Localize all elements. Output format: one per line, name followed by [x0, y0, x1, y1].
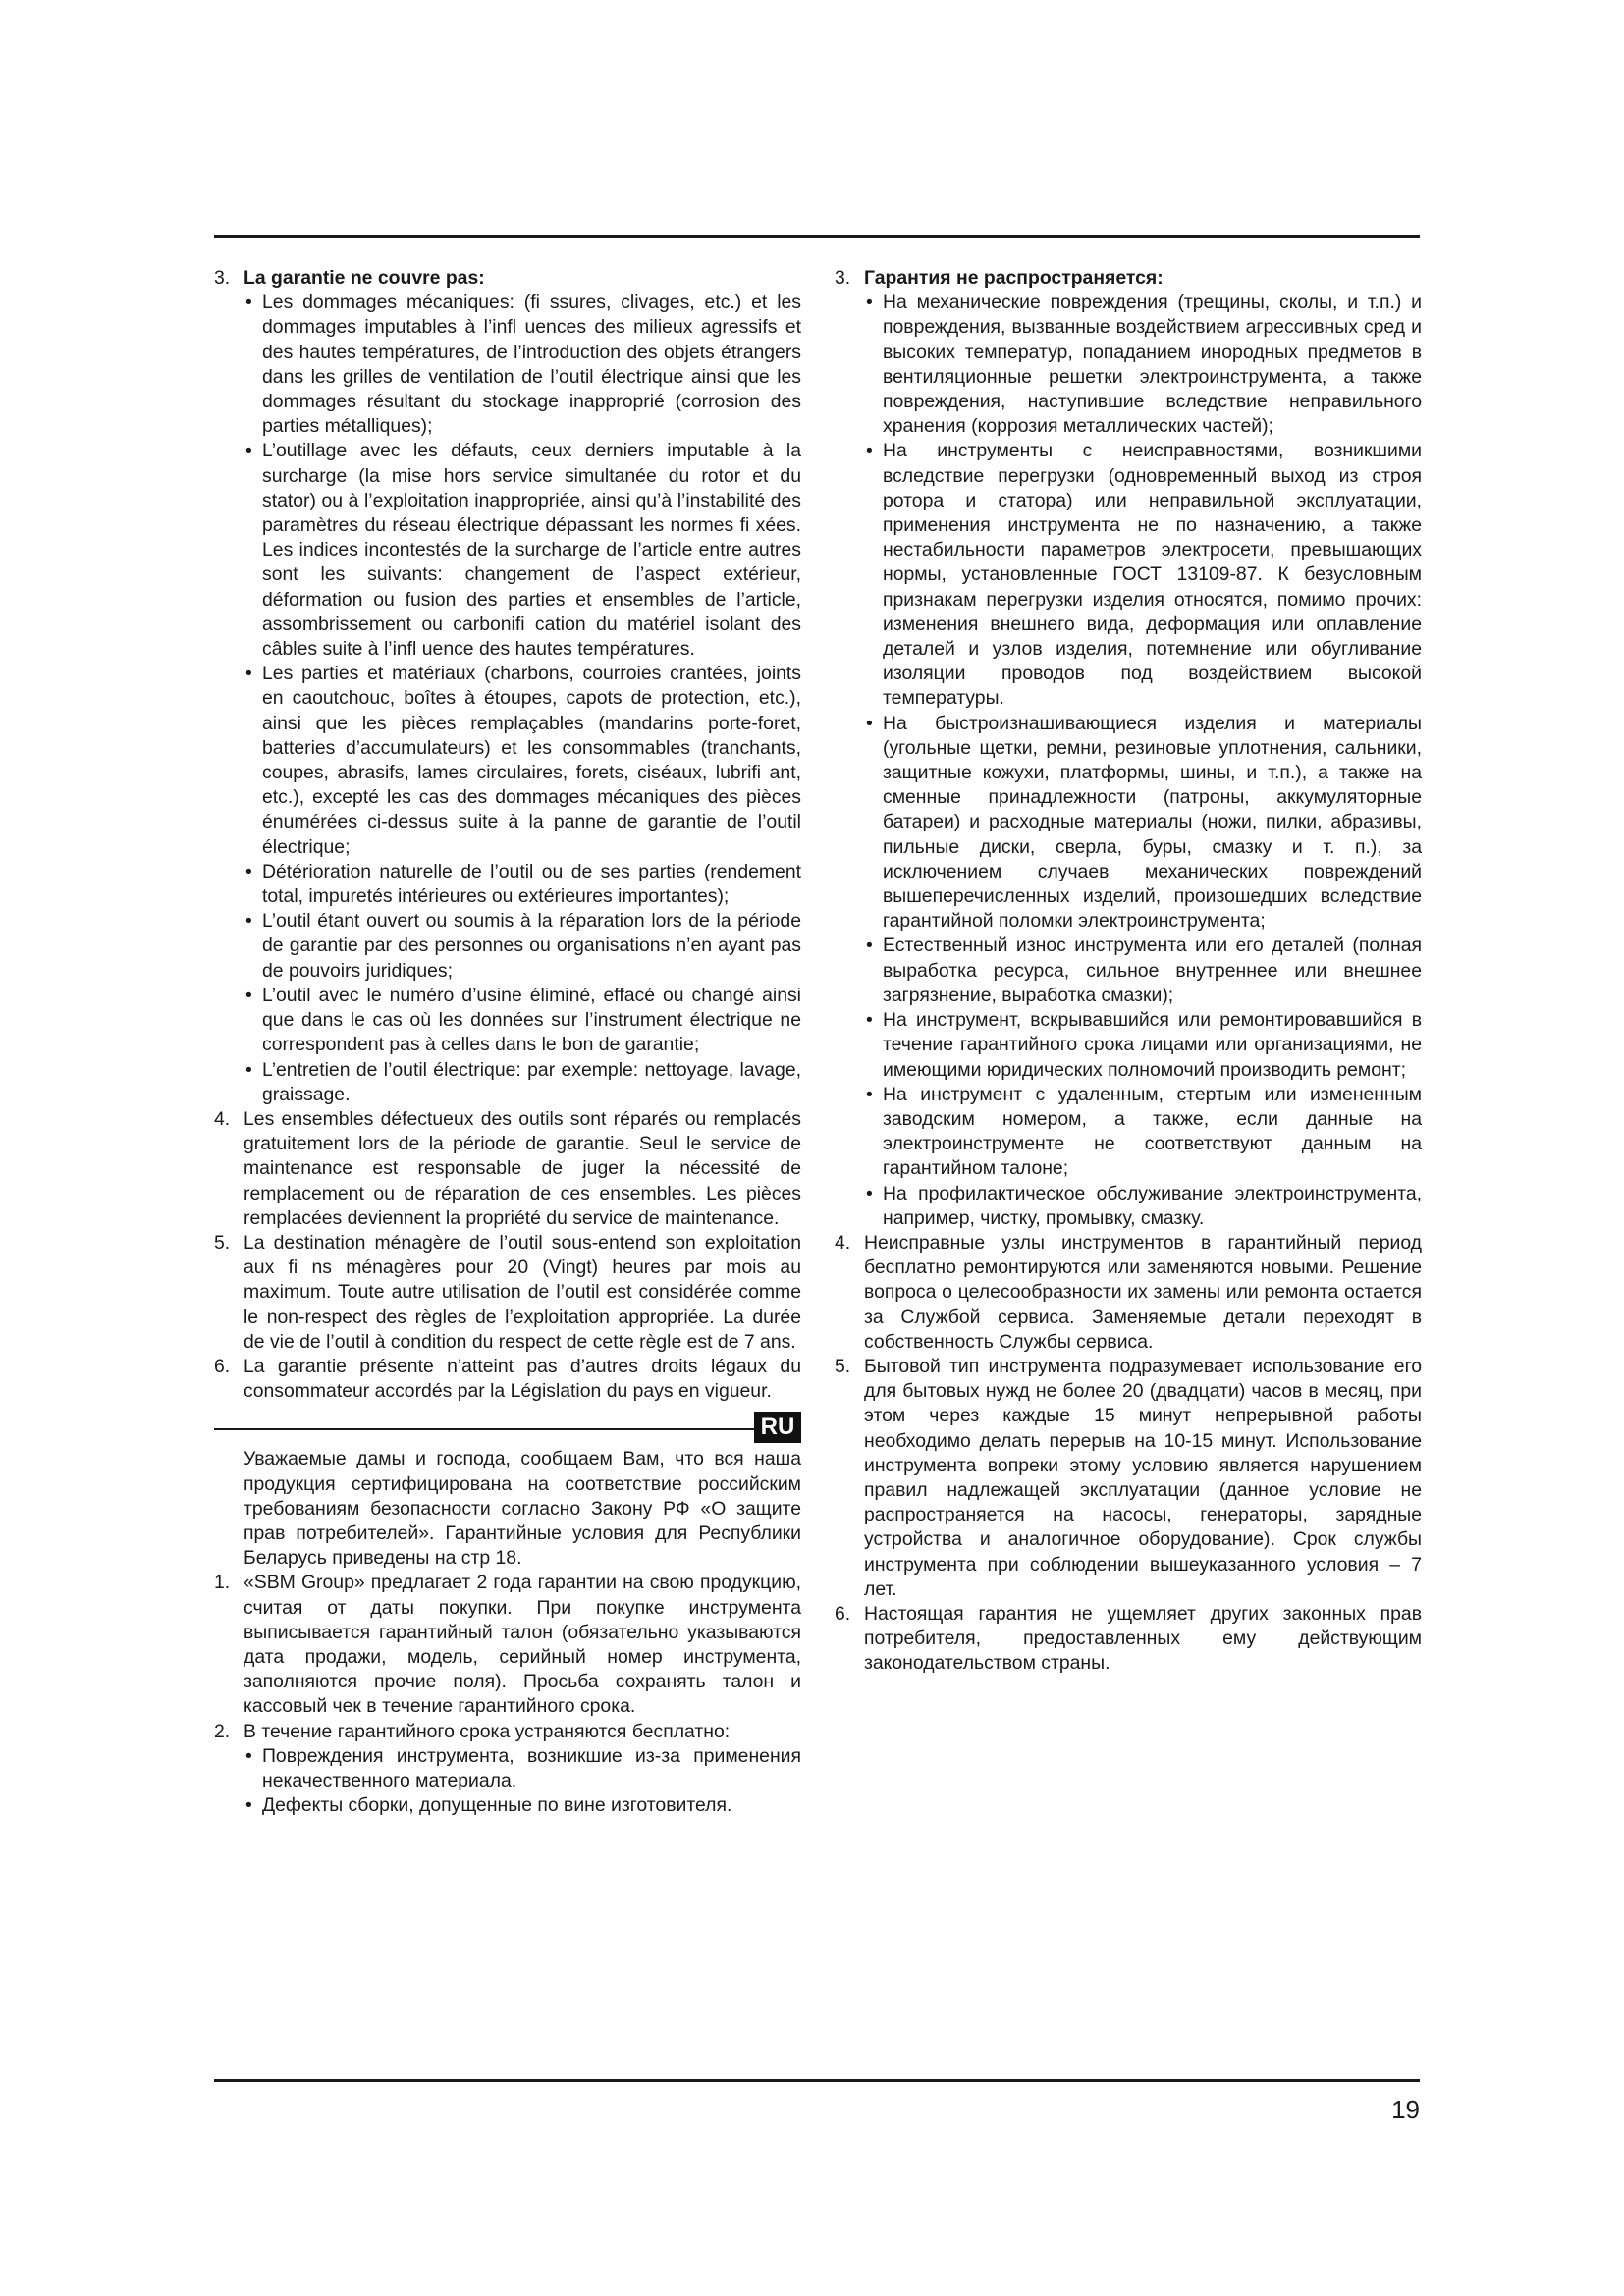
item-number: 3.: [214, 267, 231, 289]
item-number: 3.: [835, 267, 851, 289]
ru-item-3: [835, 266, 1422, 1231]
list-item: • На профилактическое обслуживание электроинструмента, например, чистку, промывку, смазку.: [864, 1182, 1422, 1231]
list-item: • На инструмент, вскрывавшийся или ремонтировавшийся в течение гарантийного срока лицами или организациями, не имеющими юридических полномочий производить ремонт;: [864, 1008, 1422, 1083]
item-number: 4.: [835, 1231, 851, 1254]
list-item: • L’entretien de l’outil électrique: par exemple: nettoyage, lavage, graissage.: [244, 1058, 801, 1107]
fr-item-3-list: [244, 291, 801, 1107]
item-number: 5.: [835, 1355, 851, 1377]
ru-item-5-text: Бытовой тип инструмента подразумевает использование его для бытовых нужд не более 20 (двадцати) часов в месяц, при этом через каждые 15 минут непрерывной работы необходимо делать перерыв на 10-15 минут. Использование инструмента вопреки этому условию является нарушением правил надлежащей эксплуатации (данное условие не распространяется на насосы, генераторы, зарядные устройства и аналогичное оборудование). Срок службы инструмента при соблюдении вышеуказанного условия – 7 лет.: [864, 1355, 1422, 1600]
fr-item-4-text: Les ensembles défectueux des outils sont réparés ou remplacés gratuitement lors de la période de garantie. Seul le service de maintenance est responsable de juger la nécessité de remplacement ou de réparation de ces ensembles. Les pièces remplacées deviennent la propriété du service de maintenance.: [244, 1107, 801, 1229]
left-column: [214, 266, 801, 1818]
ru-item-4-text: Неисправные узлы инструментов в гарантийный период бесплатно ремонтируются или заменяются новыми. Решение вопроса о целесообразности их замены или ремонта остается за Службой сервиса. Заменяемые детали переходят в собственность Службы сервиса.: [864, 1231, 1422, 1353]
list-item: • Les parties et matériaux (charbons, courroies crantées, joints en caoutchouc, boîtes à étoupes, capots de protection, etc.), ainsi que les pièces remplaçables (mandarins porte-foret, batteries d’accumulateurs) et les consommables (tranchants, coupes, abrasifs, lames circulaires, forets, ciséaux, lubrifi ant, etc.), excepté les cas des dommages mécaniques des pièces énumérées ci-dessus suite à la panne de garantie de l’outil électrique;: [244, 662, 801, 860]
page-number: 19: [1391, 2095, 1420, 2124]
fr-item-6-text: La garantie présente n’atteint pas d’autres droits légaux du consommateur accordés par la Législation du pays en vigueur.: [244, 1355, 801, 1403]
ru-item-2-list: [244, 1744, 801, 1819]
ru-item-6: [835, 1602, 1422, 1677]
list-item: • На инструменты с неисправностями, возникшими вследствие перегрузки (одновременный выход из строя ротора и статора) или неправильной эксплуатации, применения инструмента не по назначению, а также нестабильности параметров электросети, превышающих нормы, установленные ГОСТ 13109-87. К безусловным признакам перегрузки изделия относятся, помимо прочих: изменения внешнего вида, деформация или оплавление деталей и узлов изделия, потемнение или обугливание изоляции проводов под воздействием высокой температуры.: [864, 439, 1422, 711]
list-item: • Естественный износ инструмента или его деталей (полная выработка ресурса, сильное внутреннее или внешнее загрязнение, выработка смазки);: [864, 934, 1422, 1008]
list-item: • На механические повреждения (трещины, сколы, и т.п.) и повреждения, вызванные воздействием агрессивных сред и высоких температур, попаданием инородных предметов в вентиляционные решетки электроинструмента, а также повреждения, наступившие вследствие неправильного хранения (коррозия металлических частей);: [864, 291, 1422, 439]
ru-item-3-heading: Гарантия не распространяется:: [864, 267, 1164, 289]
item-number: 6.: [835, 1602, 851, 1625]
item-number: 4.: [214, 1107, 231, 1130]
fr-item-4: [214, 1107, 801, 1231]
item-number: 6.: [214, 1355, 231, 1377]
list-item: • L’outillage avec les défauts, ceux derniers imputable à la surcharge (la mise hors service simultanée du rotor et du stator) ou à l’exploitation inappropriée, ainsi qu’à l’instabilité des paramètres du réseau électrique dépassant les normes fi xées. Les indices incontestés de la surcharge de l’article entre autres sont les suivants: changement de l’aspect extérieur, déformation ou fusion des parties et ensembles de l’article, assombrissement ou carbonifi cation du matériel isolant des câbles suite à l’infl uence des hautes températures.: [244, 439, 801, 662]
fr-item-5: [214, 1231, 801, 1355]
ru-item-2: [214, 1720, 801, 1819]
list-item: • Les dommages mécaniques: (fi ssures, clivages, etc.) et les dommages imputables à l’infl uences des milieux agressifs et des hautes températures, de l’introduction des objets étrangers dans les grilles de ventilation de l’outil électrique ainsi que les dommages résultant du stockage inapproprié (corrosion des parties métalliques);: [244, 291, 801, 439]
item-number: 2.: [214, 1720, 231, 1742]
list-item: • L’outil étant ouvert ou soumis à la réparation lors de la période de garantie par des personnes ou organisations n’en ayant pas de pouvoirs juridiques;: [244, 909, 801, 984]
language-tag-ru: RU: [754, 1412, 801, 1443]
footer-rule: [214, 2079, 1420, 2082]
ru-section-divider: [214, 1412, 801, 1441]
ru-intro: Уважаемые дамы и господа, сообщаем Вам, что вся наша продукция сертифицирована на соответствие российским требованиям безопасности согласно Закону РФ «О защите прав потребителей». Гарантийные условия для Республики Беларусь приведены на стр 18.: [244, 1448, 801, 1570]
ru-item-2-text: В течение гарантийного срока устраняются бесплатно:: [244, 1720, 731, 1742]
item-number: 5.: [214, 1231, 231, 1254]
list-item: • На быстроизнашивающиеся изделия и материалы (угольные щетки, ремни, резиновые уплотнения, сальники, защитные кожухи, платформы, шины, и т.п.), а также на сменные принадлежности (патроны, аккумуляторные батареи) и расходные материалы (ножи, пилки, абразивы, пильные диски, сверла, буры, смазку и т. п.), за исключением случаев механических повреждений вышеперечисленных изделий, произошедших вследствие гарантийной поломки электроинструмента;: [864, 712, 1422, 934]
ru-item-6-text: Настоящая гарантия не ущемляет других законных прав потребителя, предоставленных ему действующим законодательством страны.: [864, 1602, 1422, 1675]
list-item: • L’outil avec le numéro d’usine éliminé, effacé ou changé ainsi que dans le cas où les données sur l’instrument électrique ne correspondent pas à celles dans le bon de garantie;: [244, 984, 801, 1058]
ru-item-1: [214, 1571, 801, 1719]
right-column: [835, 266, 1422, 1677]
header-rule: [214, 235, 1420, 238]
ru-item-4: [835, 1231, 1422, 1355]
list-item: • На инструмент с удаленным, стертым или измененным заводским номером, а также, если данные на электроинструменте не соответствуют данным на гарантийном талоне;: [864, 1083, 1422, 1182]
fr-item-3: [214, 266, 801, 1107]
divider-line: [214, 1428, 754, 1430]
list-item: • Повреждения инструмента, возникшие из-за применения некачественного материала.: [244, 1744, 801, 1793]
item-number: 1.: [214, 1572, 231, 1594]
list-item: • Дефекты сборки, допущенные по вине изготовителя.: [244, 1793, 801, 1818]
ru-item-3-list: [864, 291, 1422, 1231]
fr-item-6: [214, 1355, 801, 1404]
ru-item-5: [835, 1355, 1422, 1602]
list-item: • Détérioration naturelle de l’outil ou de ses parties (rendement total, impuretés intérieures ou extérieures importantes);: [244, 860, 801, 909]
ru-item-1-text: «SBM Group» предлагает 2 года гарантии на свою продукцию, считая от даты покупки. При покупке инструмента выписывается гарантийный талон (обязательно указываются дата продажи, модель, серийный номер инструмента, заполняются прочие поля). Просьба сохранять талон и кассовый чек в течение гарантийного срока.: [244, 1572, 801, 1718]
fr-item-3-heading: La garantie ne couvre pas:: [244, 267, 485, 289]
fr-item-5-text: La destination ménagère de l’outil sous-entend son exploitation aux fi ns ménagères pour 20 (Vingt) heures par mois au maximum. Toute autre utilisation de l’outil est considérée comme le non-respect des règles de l’exploitation appropriée. La durée de vie de l’outil à condition du respect de cette règle est de 7 ans.: [244, 1231, 801, 1353]
